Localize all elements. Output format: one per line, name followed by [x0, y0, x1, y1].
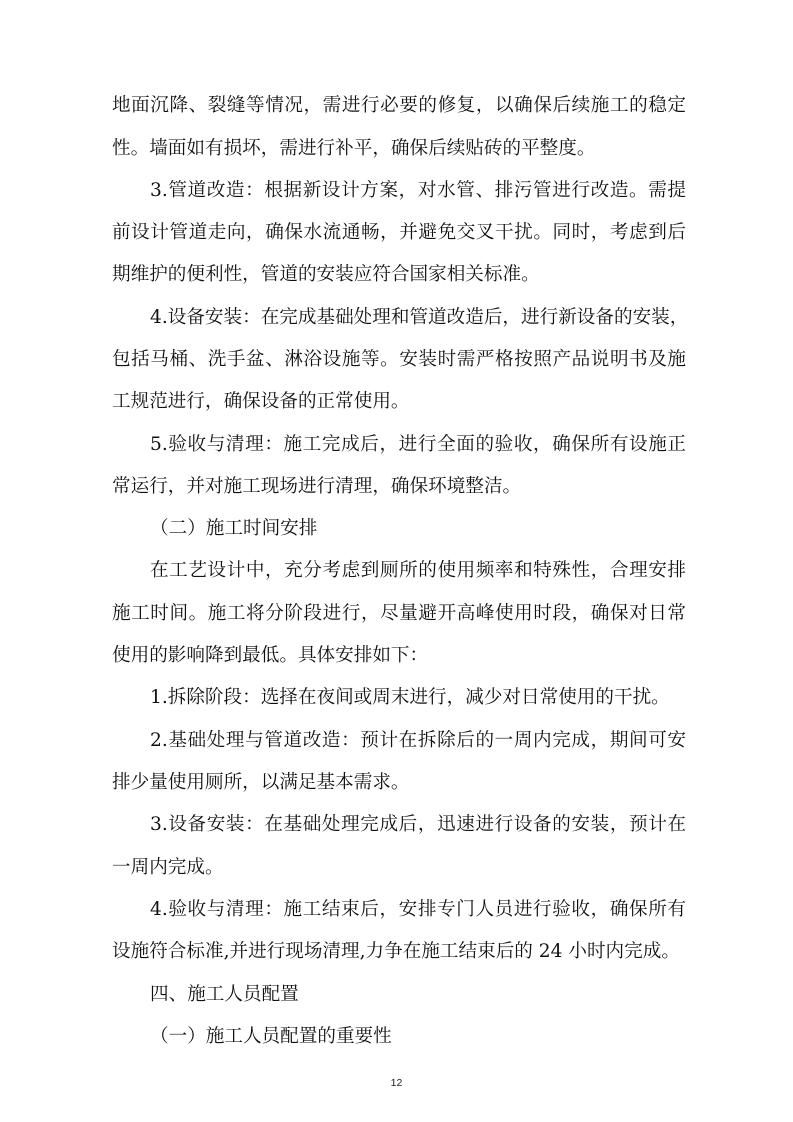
- paragraph-line: 3.设备安装：在基础处理完成后，迅速进行设备的安装，预计在: [150, 814, 686, 835]
- paragraph-line: 2.基础处理与管道改造：预计在拆除后的一周内完成，期间可安: [150, 730, 686, 751]
- paragraph-line: 5.验收与清理：施工完成后，进行全面的验收，确保所有设施正: [150, 434, 686, 455]
- paragraph-line: 施工时间。施工将分阶段进行，尽量避开高峰使用时段，确保对日常: [112, 603, 686, 624]
- page-number: 12: [390, 1077, 403, 1089]
- paragraph-line: 使用的影响降到最低。具体安排如下：: [112, 645, 429, 666]
- paragraph-line: 在工艺设计中，充分考虑到厕所的使用频率和特殊性，合理安排: [150, 560, 686, 581]
- paragraph-line: 地面沉降、裂缝等情况，需进行必要的修复，以确保后续施工的稳定: [112, 95, 686, 116]
- chapter-heading: 四、施工人员配置: [150, 984, 299, 1005]
- paragraph-line: 4.验收与清理：施工结束后，安排专门人员进行验收，确保所有: [150, 899, 686, 920]
- paragraph-line: 一周内完成。: [112, 857, 224, 878]
- paragraph-line: 性。墙面如有损坏，需进行补平，确保后续贴砖的平整度。: [112, 138, 596, 159]
- paragraph-line: 3.管道改造：根据新设计方案，对水管、排污管进行改造。需提: [150, 180, 686, 201]
- paragraph-line: 4.设备安装：在完成基础处理和管道改造后，进行新设备的安装，: [150, 307, 689, 328]
- section-heading: （二）施工时间安排: [150, 518, 318, 539]
- paragraph-line: 设施符合标准,并进行现场清理,力争在施工结束后的 24 小时内完成。: [112, 941, 680, 962]
- paragraph-line: 排少量使用厕所，以满足基本需求。: [112, 772, 410, 793]
- paragraph-line: 前设计管道走向，确保水流通畅，并避免交叉干扰。同时，考虑到后: [112, 222, 686, 243]
- paragraph-line: 期维护的便利性，管道的安装应符合国家相关标准。: [112, 264, 540, 285]
- paragraph-line: 工规范进行，确保设备的正常使用。: [112, 391, 410, 412]
- section-heading: （一）施工人员配置的重要性: [150, 1026, 392, 1047]
- paragraph-line: 包括马桶、洗手盆、淋浴设施等。安装时需严格按照产品说明书及施: [112, 349, 686, 370]
- paragraph-line: 常运行，并对施工现场进行清理，确保环境整洁。: [112, 476, 522, 497]
- paragraph-line: 1.拆除阶段：选择在夜间或周末进行，减少对日常使用的干扰。: [150, 687, 670, 708]
